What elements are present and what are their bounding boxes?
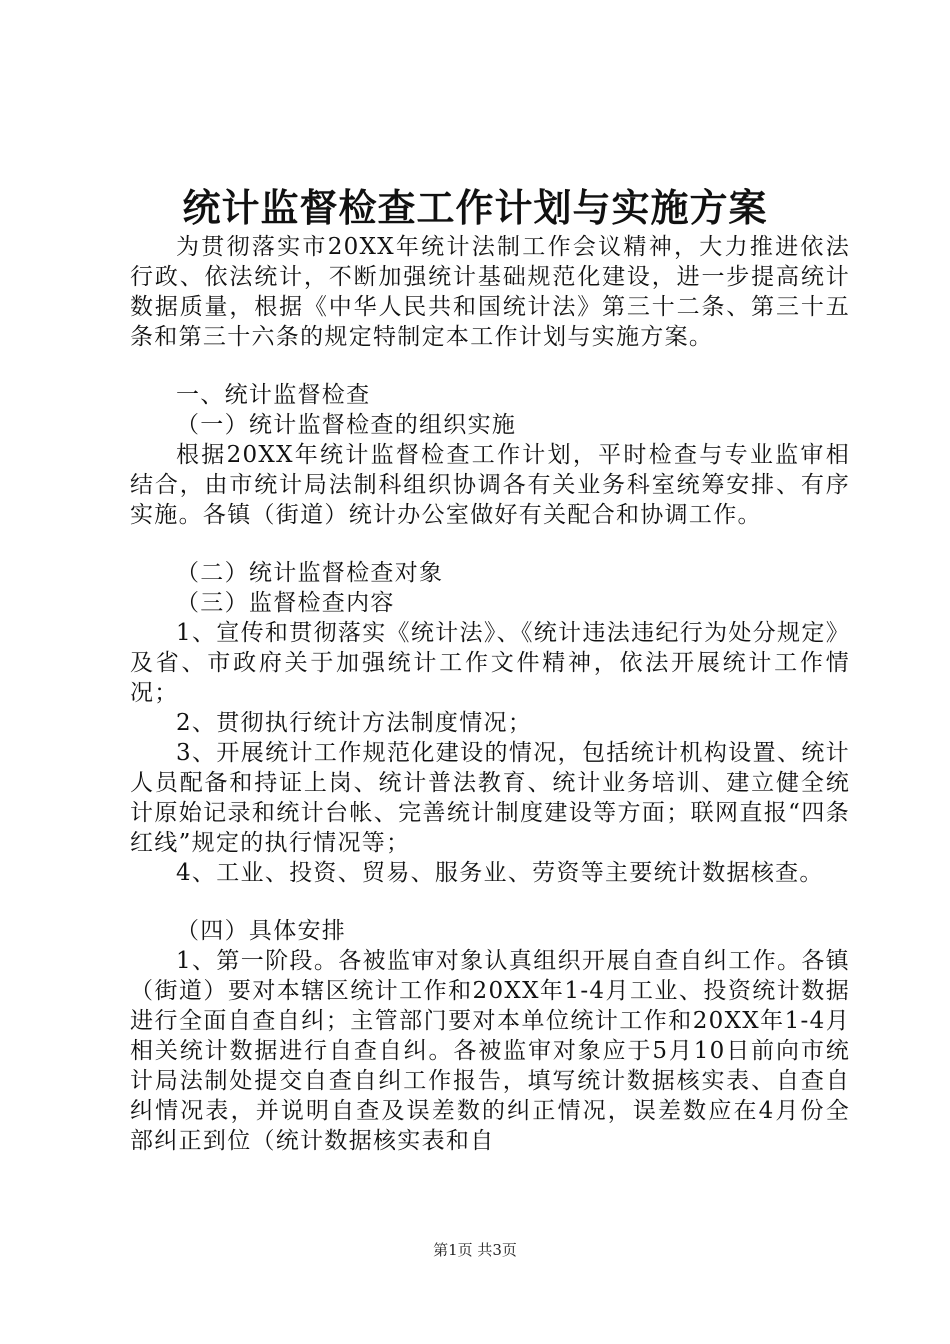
- intro-paragraph: 为贯彻落实市20XX年统计法制工作会议精神，大力推进依法行政、依法统计，不断加强统计基础规范化建设，进一步提高统计数据质量，根据《中华人民共和国统计法》第三十二条、第三十五条和第三十六条的规定特制定本工作计划与实施方案。: [130, 234, 850, 350]
- spacer: [130, 530, 850, 558]
- page-footer: 第1页 共3页: [433, 1241, 517, 1259]
- sub4-heading: （四）具体安排: [176, 918, 347, 944]
- sub3-heading: （三）监督检查内容: [176, 590, 395, 616]
- sub1-heading: （一）统计监督检查的组织实施: [176, 412, 517, 438]
- document-body: [130, 232, 850, 1156]
- section1-heading: 一、统计监督检查: [176, 382, 371, 408]
- content-item-2: 2、贯彻执行统计方法制度情况；: [176, 710, 533, 736]
- content-item-1: 1、宣传和贯彻落实《统计法》、《统计违法违纪行为处分规定》及省、市政府关于加强统计工作文件精神，依法开展统计工作情况；: [130, 620, 850, 706]
- content-item-4: 4、工业、投资、贸易、服务业、劳资等主要统计数据核查。: [176, 860, 824, 886]
- stage1-paragraph: 1、第一阶段。各被监审对象认真组织开展自查自纠工作。各镇（街道）要对本辖区统计工作和20XX年1-4月工业、投资统计数据进行全面自查自纠；主管部门要对本单位统计工作和20XX年1-4月相关统计数据进行自查自纠。各被监审对象应于5月10日前向市统计局法制处提交自查自纠工作报告，填写统计数据核实表、自查自纠情况表，并说明自查及误差数的纠正情况，误差数应在4月份全部纠正到位（统计数据核实表和自: [130, 948, 850, 1154]
- document-title: 统计监督检查工作计划与实施方案: [182, 185, 768, 230]
- sub1-paragraph: 根据20XX年统计监督检查工作计划，平时检查与专业监审相结合，由市统计局法制科组织协调各有关业务科室统筹安排、有序实施。各镇（街道）统计办公室做好有关配合和协调工作。: [130, 442, 850, 528]
- content-item-3: 3、开展统计工作规范化建设的情况，包括统计机构设置、统计人员配备和持证上岗、统计普法教育、统计业务培训、建立健全统计原始记录和统计台帐、完善统计制度建设等方面；联网直报“四条红线”规定的执行情况等；: [130, 740, 850, 856]
- sub2-heading: （二）统计监督检查对象: [176, 560, 444, 586]
- spacer: [130, 888, 850, 916]
- spacer: [130, 352, 850, 380]
